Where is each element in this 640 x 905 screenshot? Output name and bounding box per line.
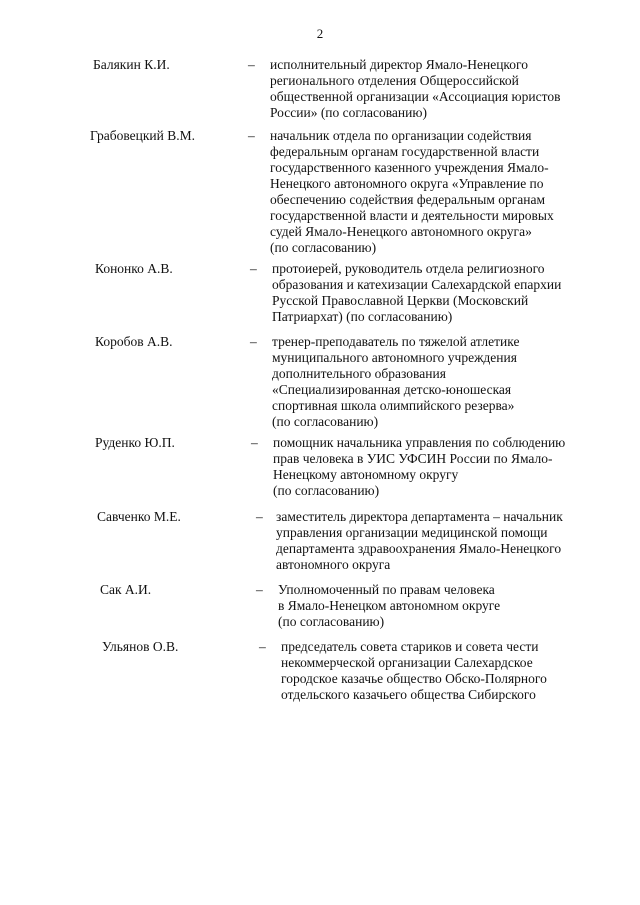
member-description: протоиерей, руководитель отдела религиозного образования и катехизации Салехардской епархии Русской Православной Церкви (Московский Патриархат) (по согласованию) [272,261,562,324]
member-description: помощник начальника управления по соблюдению прав человека в УИС УФСИН России по Ямало- Ненецкому автономному округу (по согласованию) [273,435,566,498]
member-description: заместитель директора департамента – начальник управления организации медицинской помощи департамента здравоохранения Ямало-Ненецкого автономного округа [276,509,563,572]
dash-separator: – [250,334,257,349]
member-name: Балякин К.И. [93,57,170,72]
dash-separator: – [256,582,263,597]
dash-separator: – [256,509,263,524]
member-name: Кононко А.В. [95,261,173,276]
member-name: Руденко Ю.П. [95,435,175,450]
member-description: начальник отдела по организации содействия федеральным органам государственной власти государственного казенного учреждения Ямало- Ненецкого автономного округа «Управление по обеспечению содействия федеральным органам государственной власти и деятельности мировых судей Ямало-Ненецкого автономного округа» (по согласованию) [270,128,554,255]
member-name: Сак А.И. [100,582,152,597]
member-description: Уполномоченный по правам человека в Ямало-Ненецком автономном округе (по согласованию) [278,582,501,629]
page-number: 2 [316,26,324,41]
member-description: исполнительный директор Ямало-Ненецкого регионального отделения Общероссийской общественной организации «Ассоциация юристов России» (по согласованию) [270,57,561,120]
dash-separator: – [251,435,258,450]
member-name: Ульянов О.В. [102,639,179,654]
member-name: Коробов А.В. [95,334,173,349]
dash-separator: – [259,639,266,654]
dash-separator: – [248,57,255,72]
member-name: Грабовецкий В.М. [90,128,195,143]
member-name: Савченко М.Е. [97,509,181,524]
dash-separator: – [248,128,255,143]
member-description: тренер-преподаватель по тяжелой атлетике муниципального автономного учреждения дополнительного образования «Специализированная детско-юношеская спортивная школа олимпийского резерва» (по согласованию) [272,334,520,429]
member-description: председатель совета стариков и совета чести некоммерческой организации Салехардское городское казачье общество Обско-Полярного отдельского казачьего общества Сибирского [281,639,547,702]
dash-separator: – [250,261,257,276]
